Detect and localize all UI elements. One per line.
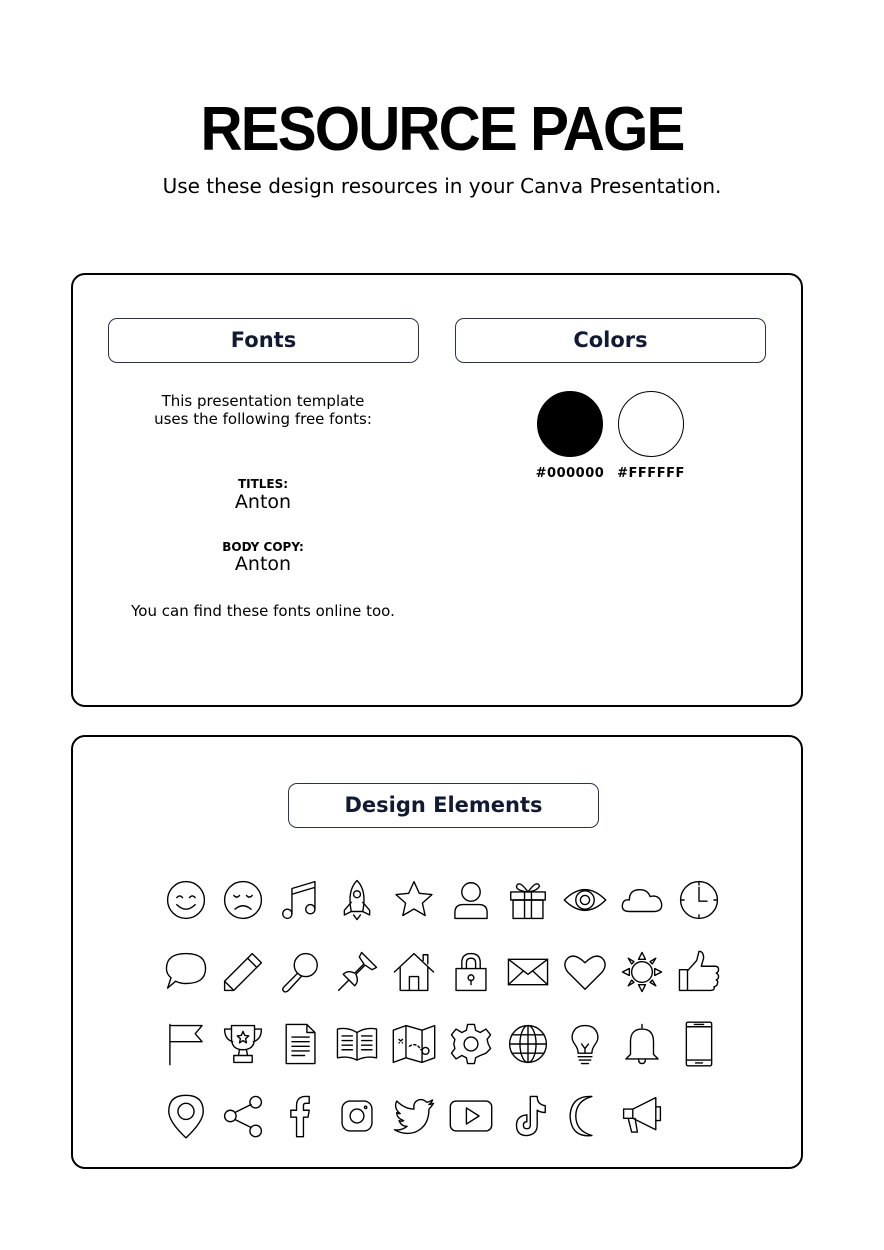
titles-font: Anton (234, 491, 292, 513)
icon-grid (157, 864, 727, 1152)
user-icon (442, 864, 499, 936)
body-font: Anton (234, 553, 292, 575)
youtube-icon (442, 1080, 499, 1152)
sun-icon (613, 936, 670, 1008)
tiktok-icon (499, 1080, 556, 1152)
share-icon (214, 1080, 271, 1152)
fonts-footer: You can find these fonts online too. (131, 602, 395, 620)
padlock-icon (442, 936, 499, 1008)
flag-icon (157, 1008, 214, 1080)
location-pin-icon (157, 1080, 214, 1152)
fonts-intro (113, 392, 413, 428)
pushpin-icon (328, 936, 385, 1008)
page-subtitle: Use these design resources in your Canva Presentation. (162, 174, 722, 198)
heart-icon (556, 936, 613, 1008)
eye-icon (556, 864, 613, 936)
megaphone-icon (613, 1080, 670, 1152)
bell-icon (613, 1008, 670, 1080)
document-icon (271, 1008, 328, 1080)
fonts-intro-line2: uses the following free fonts: (154, 410, 372, 428)
twitter-icon (385, 1080, 442, 1152)
rocket-icon (328, 864, 385, 936)
pencil-icon (214, 936, 271, 1008)
color-label-white: #FFFFFF (617, 466, 685, 481)
titles-label: TITLES: (237, 477, 289, 491)
design-elements-panel (71, 735, 803, 1169)
envelope-icon (499, 936, 556, 1008)
trophy-icon (214, 1008, 271, 1080)
speech-bubble-icon (157, 936, 214, 1008)
body-label: BODY COPY: (222, 540, 304, 554)
fonts-colors-panel (71, 273, 803, 707)
gift-icon (499, 864, 556, 936)
color-swatch-black (537, 391, 603, 457)
thumbs-up-icon (670, 936, 727, 1008)
magnifier-icon (271, 936, 328, 1008)
facebook-icon (271, 1080, 328, 1152)
clock-icon (670, 864, 727, 936)
globe-icon (499, 1008, 556, 1080)
gear-icon (442, 1008, 499, 1080)
music-note-icon (271, 864, 328, 936)
fonts-heading: Fonts (108, 318, 419, 363)
fonts-intro-line1: This presentation template (161, 392, 365, 410)
moon-icon (556, 1080, 613, 1152)
house-icon (385, 936, 442, 1008)
smartphone-icon (670, 1008, 727, 1080)
map-icon (385, 1008, 442, 1080)
color-swatch-white (618, 391, 684, 457)
instagram-icon (328, 1080, 385, 1152)
lightbulb-icon (556, 1008, 613, 1080)
color-label-black: #000000 (535, 466, 605, 481)
design-elements-heading: Design Elements (288, 783, 599, 828)
page-title: RESOURCE PAGE (200, 95, 684, 164)
cloud-icon (613, 864, 670, 936)
open-book-icon (328, 1008, 385, 1080)
sad-face-icon (214, 864, 271, 936)
colors-heading: Colors (455, 318, 766, 363)
star-icon (385, 864, 442, 936)
smiley-icon (157, 864, 214, 936)
